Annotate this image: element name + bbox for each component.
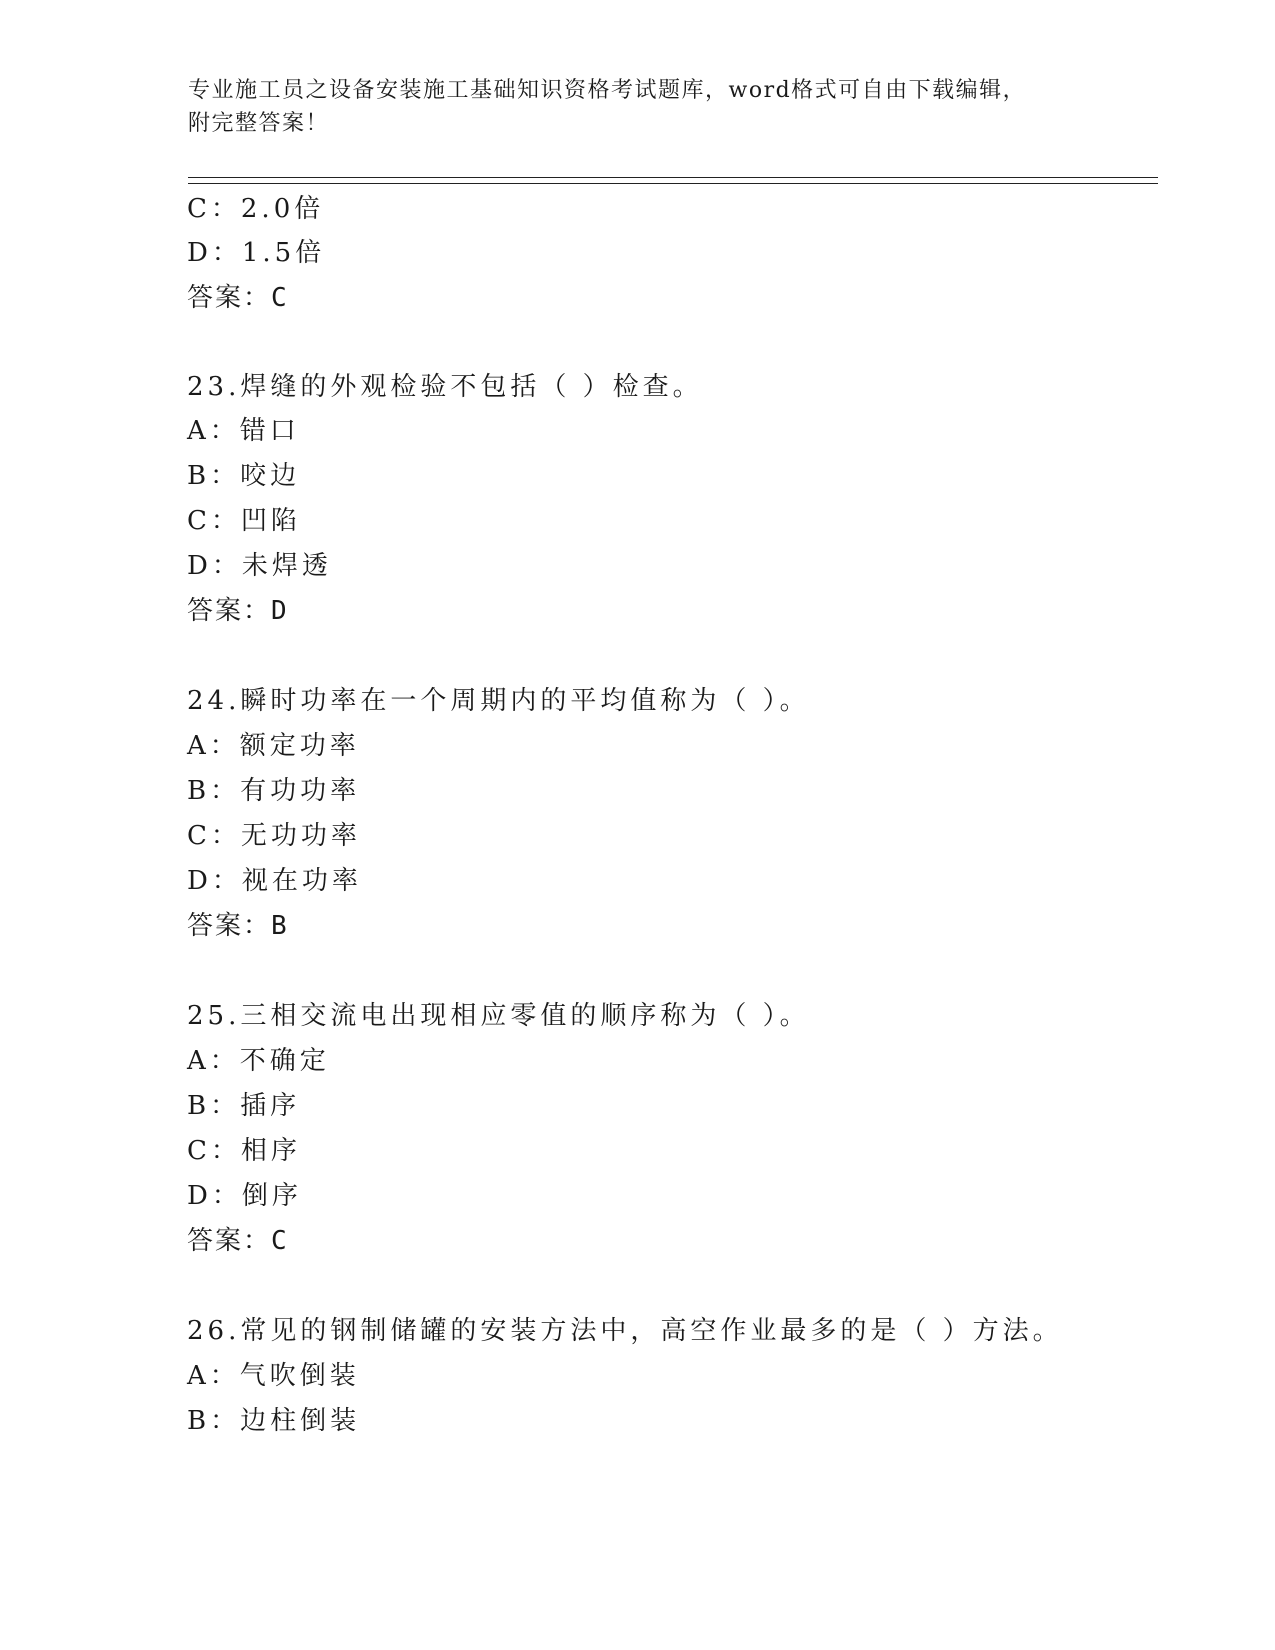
option-b: B：有功功率 bbox=[187, 776, 361, 806]
option-c: C：2.0倍 bbox=[187, 194, 325, 224]
option-d: D：视在功率 bbox=[187, 866, 362, 896]
option-d: D：倒序 bbox=[187, 1181, 302, 1211]
option-c: C：无功功率 bbox=[187, 821, 361, 851]
answer-value: C bbox=[271, 283, 289, 313]
answer-label: 答案： bbox=[187, 283, 272, 313]
option-b: B：边柱倒装 bbox=[187, 1406, 361, 1436]
option-c: C：凹陷 bbox=[187, 506, 301, 536]
answer-label: 答案： bbox=[187, 911, 272, 941]
answer-line bbox=[187, 596, 289, 626]
header-divider-top bbox=[188, 177, 1158, 178]
option-a: A：额定功率 bbox=[187, 731, 360, 761]
option-a: A：不确定 bbox=[187, 1046, 330, 1076]
answer-line bbox=[187, 911, 289, 941]
question-24: 24.瞬时功率在一个周期内的平均值称为（ ）。 bbox=[187, 686, 810, 716]
answer-label: 答案： bbox=[187, 596, 272, 626]
answer-value: B bbox=[271, 911, 289, 941]
option-c: C：相序 bbox=[187, 1136, 301, 1166]
answer-value: D bbox=[271, 596, 289, 626]
question-26: 26.常见的钢制储罐的安装方法中，高空作业最多的是（ ）方法。 bbox=[187, 1316, 1063, 1346]
option-b: B：咬边 bbox=[187, 461, 301, 491]
document-header bbox=[188, 74, 1068, 140]
question-23: 23.焊缝的外观检验不包括（ ）检查。 bbox=[187, 372, 703, 402]
answer-value: C bbox=[271, 1226, 289, 1256]
header-line-2: 附完整答案！ bbox=[188, 111, 330, 136]
question-25: 25.三相交流电出现相应零值的顺序称为（ ）。 bbox=[187, 1001, 810, 1031]
option-a: A：气吹倒装 bbox=[187, 1361, 360, 1391]
header-line-1: 专业施工员之设备安装施工基础知识资格考试题库，word格式可自由下载编辑， bbox=[188, 78, 1027, 103]
answer-label: 答案： bbox=[187, 1226, 272, 1256]
answer-line bbox=[187, 1226, 289, 1256]
header-divider-bottom bbox=[188, 183, 1158, 184]
option-b: B：插序 bbox=[187, 1091, 301, 1121]
option-d: D：未焊透 bbox=[187, 551, 332, 581]
option-d: D：1.5倍 bbox=[187, 238, 326, 268]
option-a: A：错口 bbox=[187, 416, 300, 446]
answer-line bbox=[187, 283, 289, 313]
